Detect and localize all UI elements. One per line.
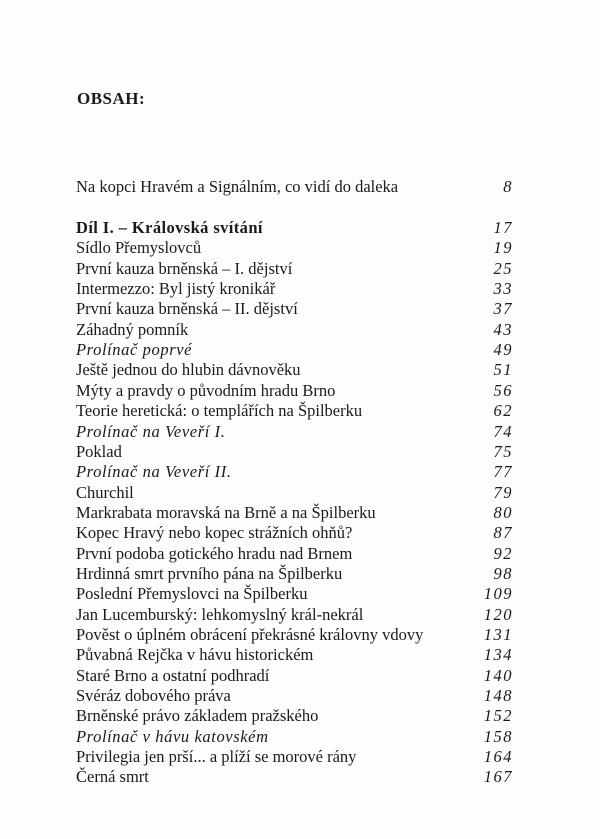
entry-page: 19 [493, 238, 513, 258]
toc-part-heading [76, 218, 513, 238]
toc-entry [76, 564, 513, 584]
entry-title: Hrdinná smrt prvního pána na Špilberku [76, 563, 343, 583]
entry-page: 131 [483, 625, 513, 644]
entry-page: 80 [493, 502, 513, 522]
entry-title: Černá smrt [76, 767, 149, 787]
entry-title: Svéráz dobového práva [76, 686, 231, 706]
toc-entry [76, 259, 513, 279]
entry-page: 56 [493, 380, 513, 400]
entry-page: 17 [493, 218, 513, 237]
entry-title: Ještě jednou do hlubin dávnověku [76, 360, 301, 380]
entry-page: 49 [493, 340, 513, 360]
entry-page: 109 [483, 584, 513, 604]
entry-page: 152 [483, 706, 513, 726]
entry-title: Záhadný pomník [76, 319, 189, 339]
toc-entry [76, 299, 513, 319]
toc-heading: OBSAH: [77, 89, 146, 108]
entry-title: Půvabná Rejčka v hávu historickém [76, 645, 314, 665]
entry-page: 164 [483, 747, 513, 767]
toc-entry [76, 483, 513, 503]
entry-title: Prolínač na Veveří II. [76, 462, 232, 482]
entry-page: 51 [493, 360, 513, 380]
toc-entry [76, 401, 513, 421]
entry-page: 134 [483, 645, 513, 665]
toc-entry [76, 645, 513, 665]
entry-page: 37 [493, 299, 513, 319]
toc-entry [76, 381, 513, 401]
entry-title: Markrabata moravská na Brně a na Špilberku [76, 502, 376, 522]
toc-entry [76, 360, 513, 380]
entry-title: Pověst o úplném obrácení překrásné královny vdovy [76, 625, 424, 644]
entry-page: 77 [493, 462, 513, 482]
entry-title: Privilegia jen prší... a plíží se morové rány [76, 747, 357, 767]
toc-entry [76, 706, 513, 726]
toc-entry [76, 767, 513, 787]
entry-title: Mýty a pravdy o původním hradu Brno [76, 380, 336, 400]
toc-entry [76, 544, 513, 564]
entry-page: 79 [493, 482, 513, 502]
entry-page: 62 [493, 401, 513, 421]
toc-entry [76, 686, 513, 706]
entry-title: Kopec Hravý nebo kopec strážních ohňů? [76, 523, 353, 543]
toc-entry [76, 666, 513, 686]
entry-page: 87 [493, 523, 513, 543]
entry-title: Poslední Přemyslovci na Špilberku [76, 584, 308, 604]
entry-page: 167 [483, 767, 513, 787]
toc-entry [76, 340, 513, 360]
entry-title: První kauza brněnská – I. dějství [76, 258, 293, 278]
toc-entry [76, 625, 513, 645]
toc-entry [76, 727, 513, 747]
entry-title: Prolínač poprvé [76, 340, 193, 360]
toc-entry [76, 584, 513, 604]
entry-title: Jan Lucemburský: lehkomyslný král-nekrál [76, 604, 364, 624]
entry-title: Brněnské právo základem pražského [76, 706, 319, 726]
toc-intro-entry [76, 177, 513, 197]
toc-entry [76, 238, 513, 258]
entry-title: Poklad [76, 441, 122, 461]
entry-page: 33 [493, 279, 513, 299]
entry-page: 43 [493, 319, 513, 339]
entry-title: Prolínač na Veveří I. [76, 421, 226, 441]
entry-page: 120 [483, 604, 513, 624]
entry-title: Intermezzo: Byl jistý kronikář [76, 279, 276, 299]
toc-entry [76, 462, 513, 482]
entry-title: Prolínač v hávu katovském [76, 726, 269, 746]
toc-entry [76, 523, 513, 543]
entry-title: Teorie heretická: o templářích na Špilberku [76, 401, 363, 421]
toc-entry [76, 442, 513, 462]
toc-entry [76, 747, 513, 767]
toc-entry [76, 279, 513, 299]
entry-page: 74 [493, 421, 513, 441]
entry-title: První podoba gotického hradu nad Brnem [76, 543, 353, 563]
entry-page: 158 [483, 726, 513, 746]
entry-page: 92 [493, 543, 513, 563]
toc-entry [76, 422, 513, 442]
entry-title: Churchil [76, 482, 134, 502]
entry-page: 140 [483, 665, 513, 685]
entry-title: Na kopci Hravém a Signálním, co vidí do daleka [76, 177, 399, 196]
entry-title: Sídlo Přemyslovců [76, 238, 202, 258]
entry-page: 98 [493, 563, 513, 583]
toc-entry [76, 605, 513, 625]
entry-page: 75 [493, 441, 513, 461]
entry-title: První kauza brněnská – II. dějství [76, 299, 298, 319]
toc-entry [76, 503, 513, 523]
entry-page: 8 [503, 177, 513, 196]
entry-page: 148 [483, 686, 513, 706]
entry-title: Staré Brno a ostatní podhradí [76, 665, 270, 685]
entry-title: Díl I. – Královská svítání [76, 218, 263, 237]
toc-entry [76, 320, 513, 340]
entry-page: 25 [493, 258, 513, 278]
